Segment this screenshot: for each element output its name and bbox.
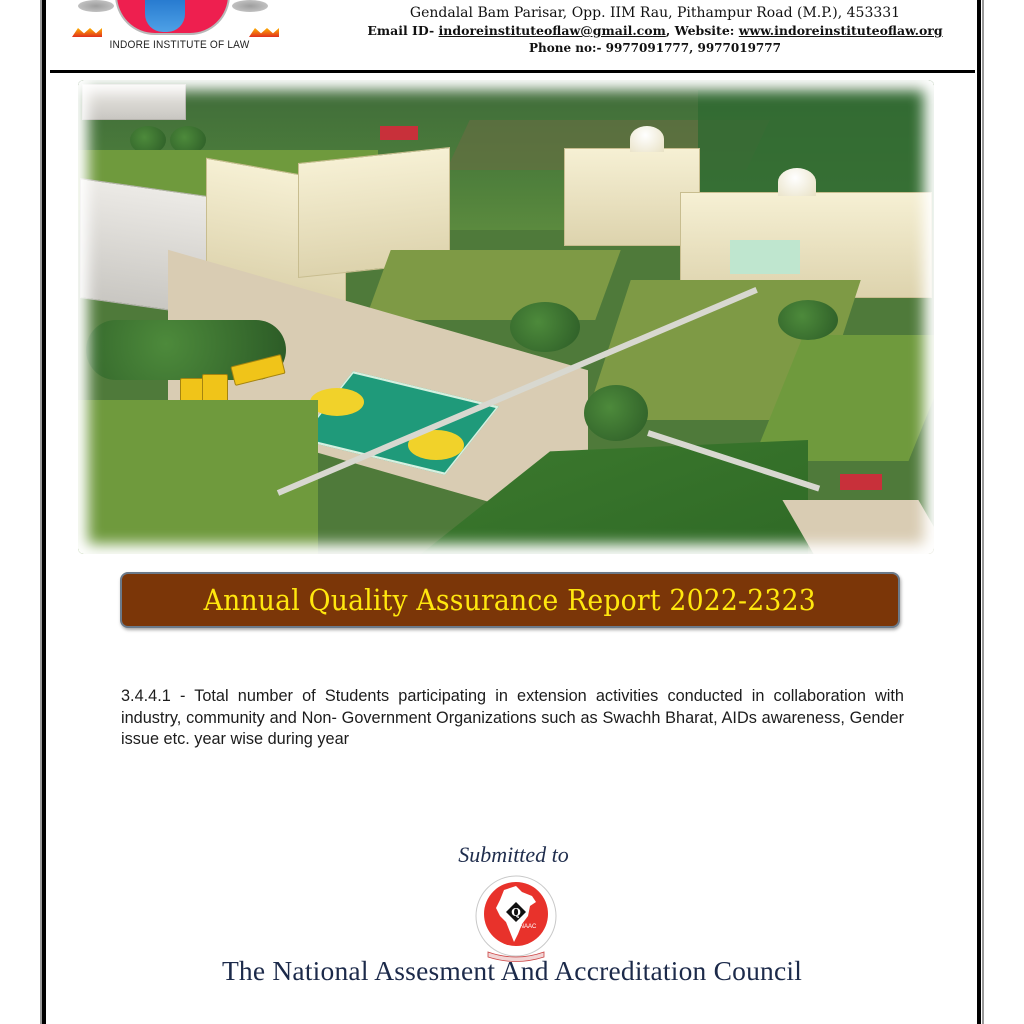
campus-aerial-photo: [78, 80, 934, 554]
email-link[interactable]: indoreinstituteoflaw@gmail.com: [438, 23, 666, 38]
page-border-right-outer: [982, 0, 984, 1024]
logo-caption: INDORE INSTITUTE OF LAW: [109, 39, 250, 51]
page-border-left-inner: [42, 0, 46, 1024]
header-divider: [50, 70, 975, 73]
photo-gate-canopy: [840, 474, 882, 490]
naac-logo-letter: Q: [511, 906, 521, 919]
council-name: The National Assesment And Accreditation Council: [221, 955, 803, 986]
submitted-to-label: Submitted to: [458, 842, 569, 867]
photo-warehouse: [82, 84, 186, 120]
photo-court-key: [310, 388, 364, 416]
logo-wing-left-icon: [78, 0, 114, 12]
criterion-description: 3.4.4.1 - Total number of Students participating in extension activities conducted in collaboration with industry, community and Non- Government Organizations such as Swachh Bharat, AIDs awareness, Gender issue etc. year wise during year: [121, 687, 904, 748]
photo-dome: [630, 126, 664, 152]
logo-torch-icon: [145, 0, 185, 32]
institute-address: Gendalal Bam Parisar, Opp. IIM Rau, Pithampur Road (M.P.), 453331: [409, 5, 901, 21]
photo-lawn-center: [365, 250, 620, 320]
email-label: Email ID-: [367, 23, 439, 38]
naac-logo: [470, 872, 562, 964]
website-label: , Website:: [665, 23, 739, 38]
photo-palm-cluster: [510, 302, 580, 352]
photo-large-tree: [584, 385, 648, 441]
photo-palm-cluster: [778, 300, 838, 340]
logo-wing-right-icon: [232, 0, 268, 12]
report-title-banner: [120, 572, 900, 628]
report-title: Annual Quality Assurance Report 2022-2323: [203, 583, 817, 617]
phone-numbers: Phone no:- 9977091777, 9977019777: [529, 41, 781, 55]
naac-logo-text: NAAC: [519, 924, 537, 930]
page-border-right: [977, 0, 981, 1024]
photo-dome: [778, 168, 816, 196]
contact-line: [330, 23, 980, 38]
photo-foreground-lawn: [78, 400, 318, 554]
website-link[interactable]: www.indoreinstituteoflaw.org: [738, 23, 943, 38]
photo-hut-roof: [380, 126, 418, 140]
photo-portico: [730, 240, 800, 274]
